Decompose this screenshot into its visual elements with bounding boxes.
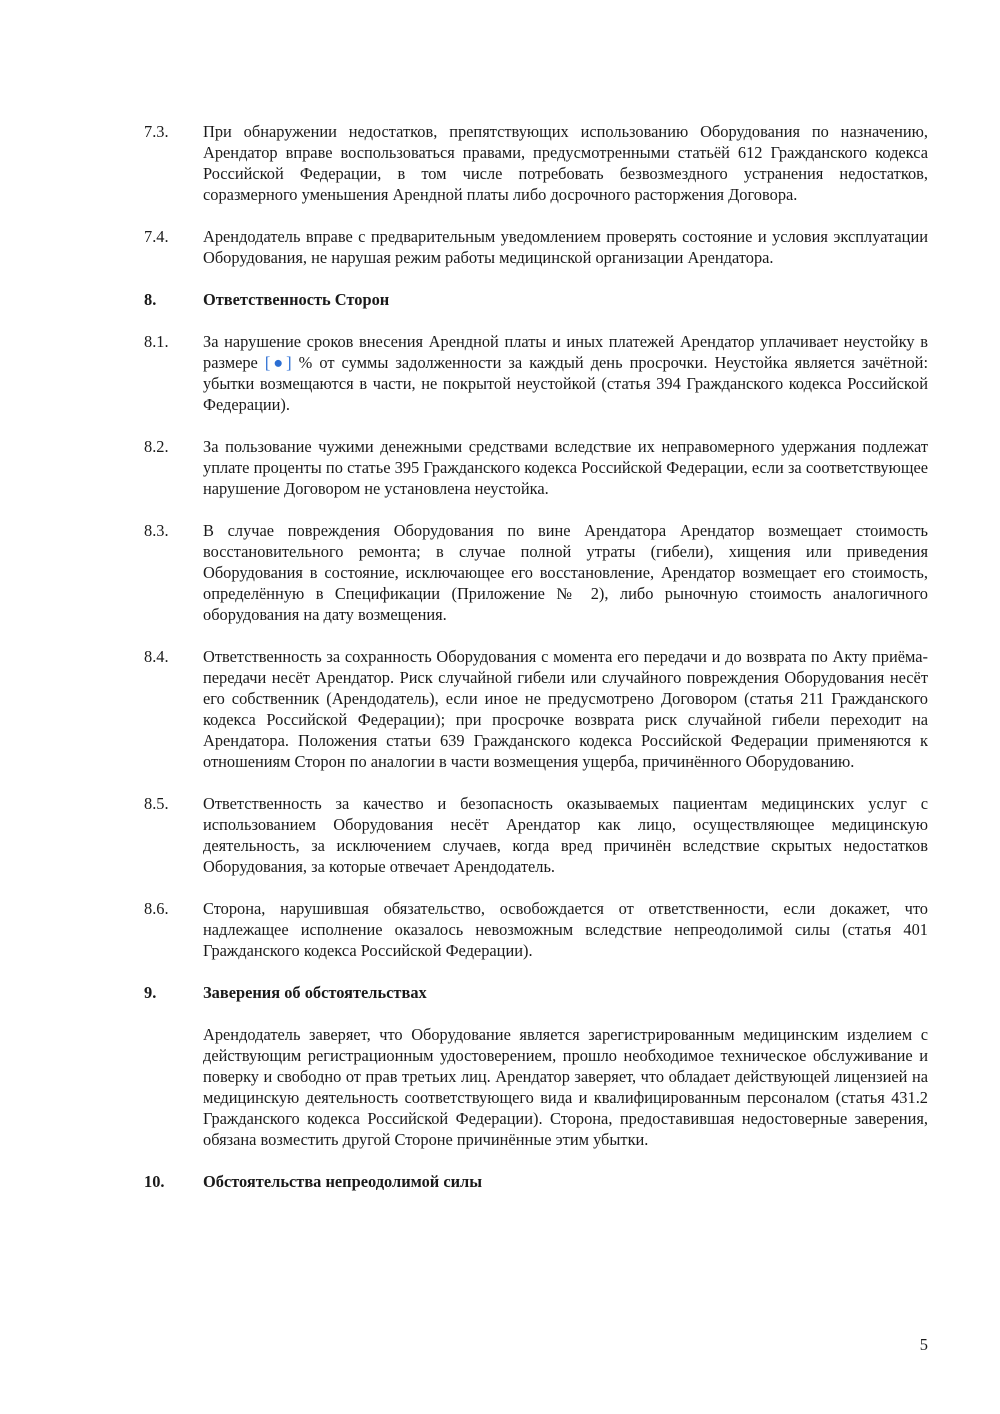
clause-text: Арендодатель вправе с предварительным уведомлением проверять состояние и условия эксплуатации Оборудования, не нарушая режим работы медицинской организации Арендатора. (203, 227, 928, 267)
clause-8-5 (144, 793, 928, 877)
section-title: Ответственность Сторон (203, 290, 390, 309)
clause-text: При обнаружении недостатков, препятствующих использованию Оборудования по назначению, Арендатор вправе воспользоваться правами, предусмотренными статьёй 612 Гражданского кодекса Российской Федерации, в том числе потребовать безвозмездного устранения недостатков, соразмерного уменьшения Арендной платы либо досрочного расторжения Договора. (203, 122, 928, 204)
clause-8-6 (144, 898, 928, 961)
clause-text-part: За нарушение сроков внесения Арендной платы и иных платежей Арендатор уплачивает неустойку в размере (203, 332, 928, 372)
clause-7-3 (144, 121, 928, 205)
section-9-paragraph: Арендодатель заверяет, что Оборудование является зарегистрированным медицинским изделием с действующим регистрационным удостоверением, прошло необходимое техническое обслуживание и поверку и свободно от прав третьих лиц. Арендатор заверяет, что обладает действующей лицензией на медицинскую деятельность соответствующего вида и квалифицированным персоналом (статья 431.2 Гражданского кодекса Российской Федерации). Сторона, предоставившая недостоверные заверения, обязана возместить другой Стороне причинённые этим убытки. (203, 1025, 928, 1149)
clause-text: В случае повреждения Оборудования по вине Арендатора Арендатор возмещает стоимость восстановительного ремонта; в случае полной утраты (гибели), хищения или приведения Оборудования в состояние, исключающее его восстановление, Арендатор возмещает его стоимость, определённую в Спецификации (Приложение № 2), либо рыночную стоимость аналогичного оборудования на дату возмещения. (203, 521, 928, 624)
section-heading-8 (144, 289, 928, 310)
section-number: 8. (144, 290, 157, 309)
clause-8-4 (144, 646, 928, 772)
clause-8-3 (144, 520, 928, 625)
clause-8-1 (144, 331, 928, 415)
section-number: 9. (144, 983, 157, 1002)
document-body (144, 121, 928, 1213)
clause-number: 8.2. (144, 437, 169, 456)
clause-text-part: % от суммы задолженности за каждый день просрочки. Неустойка является зачётной: убытки возмещаются в части, не покрытой неустойкой (статья 394 Гражданского кодекса Российской Федерации). (203, 353, 928, 414)
clause-text: Сторона, нарушившая обязательство, освобождается от ответственности, если докажет, что надлежащее исполнение оказалось невозможным вследствие непреодолимой силы (статья 401 Гражданского кодекса Российской Федерации). (203, 899, 928, 960)
page-number: 5 (919, 1335, 928, 1354)
placeholder-marker: [●] (264, 353, 292, 372)
clause-7-4 (144, 226, 928, 268)
section-title: Заверения об обстоятельствах (203, 983, 427, 1002)
clause-number: 7.4. (144, 227, 169, 246)
clause-number: 8.3. (144, 521, 169, 540)
clause-number: 8.1. (144, 332, 169, 351)
clause-text: Ответственность за качество и безопасность оказываемых пациентам медицинских услуг с использованием Оборудования несёт Арендатор как лицо, осуществляющее медицинскую деятельность, за исключением случаев, когда вред причинён вследствие скрытых недостатков Оборудования, за которые отвечает Арендодатель. (203, 794, 928, 876)
clause-number: 8.5. (144, 794, 169, 813)
clause-number: 8.6. (144, 899, 169, 918)
section-heading-10 (144, 1171, 928, 1192)
section-title: Обстоятельства непреодолимой силы (203, 1172, 483, 1191)
clause-number: 8.4. (144, 647, 169, 666)
section-number: 10. (144, 1172, 165, 1191)
clause-8-2 (144, 436, 928, 499)
clause-text (203, 331, 928, 415)
section-heading-9 (144, 982, 928, 1003)
clause-text: Ответственность за сохранность Оборудования с момента его передачи и до возврата по Акту приёма-передачи несёт Арендатор. Риск случайной гибели или случайного повреждения Оборудования несёт его собственник (Арендодатель), если иное не предусмотрено Договором (статья 211 Гражданского кодекса Российской Федерации); при просрочке возврата риск случайной гибели переходит на Арендатора. Положения статьи 639 Гражданского кодекса Российской Федерации применяются к отношениям Сторон по аналогии в части возмещения ущерба, причинённого Оборудованию. (203, 647, 928, 771)
clause-number: 7.3. (144, 122, 169, 141)
clause-text: За пользование чужими денежными средствами вследствие их неправомерного удержания подлежат уплате проценты по статье 395 Гражданского кодекса Российской Федерации, если за соответствующее нарушение Договором не установлена неустойка. (203, 437, 928, 498)
